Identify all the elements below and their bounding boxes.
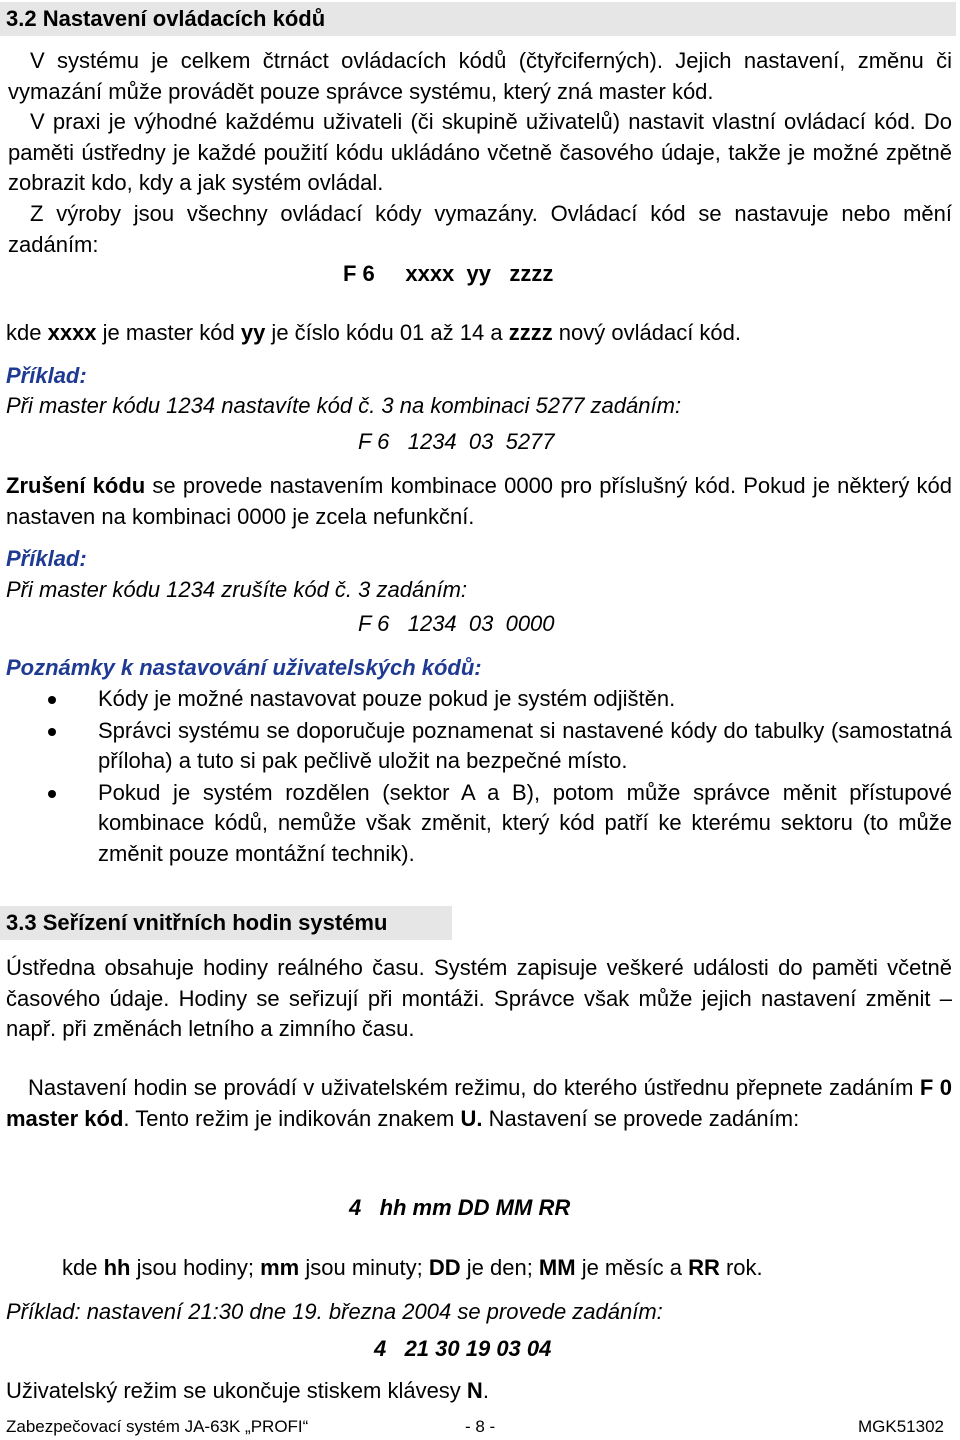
- clock-example-text: Příklad: nastavení 21:30 dne 19. března 2004 se provede zadáním:: [6, 1299, 663, 1324]
- example-text: Při master kódu 1234 nastavíte kód č. 3 na kombinaci 5277 zadáním:: [6, 393, 682, 418]
- text-fragment: Nastavení hodin se provádí v uživatelském režimu, do kterého ústřednu přepnete zadáním: [28, 1075, 920, 1100]
- term-new-code: zzzz: [508, 320, 553, 345]
- text-fragment: .: [482, 1378, 489, 1403]
- paragraph-cancel: [6, 471, 952, 532]
- text-fragment: kde: [6, 320, 48, 345]
- section-heading-text: 3.2 Nastavení ovládacích kódů: [6, 6, 326, 31]
- paragraph-factory-text: Z výroby jsou všechny ovládací kódy vymazány. Ovládací kód se nastavuje nebo mění zadáním:: [8, 201, 952, 257]
- term-hh: hh: [103, 1255, 131, 1280]
- text-fragment: je master kód: [96, 320, 241, 345]
- term-master-code: xxxx: [47, 320, 97, 345]
- term-dd: DD: [428, 1255, 461, 1280]
- example2-text: Při master kódu 1234 zrušíte kód č. 3 zadáním:: [6, 577, 468, 602]
- text-fragment: se provede nastavením kombinace 0000 pro příslušný kód. Pokud je některý kód nastaven na kombinaci 0000 je zcela nefunkční.: [6, 473, 952, 529]
- term-f0-master: F 0 master kód: [6, 1075, 952, 1131]
- list-item-text: Pokud je systém rozdělen (sektor A a B), potom může správce měnit přístupové kombinace kódů, nemůže však změnit, který kód patří ke kterému sektoru (to může změnit pouze montážní technik).: [98, 779, 952, 866]
- text-fragment: rok.: [719, 1255, 763, 1280]
- notes-heading: Poznámky k nastavování uživatelských kódů:: [6, 655, 482, 680]
- text-fragment: je měsíc a: [575, 1255, 689, 1280]
- section-heading-3-3: [0, 906, 452, 940]
- text-fragment: jsou hodiny;: [130, 1255, 261, 1280]
- exit-user-mode: [6, 1376, 489, 1406]
- clock-syntax: 4 hh mm DD MM RR: [349, 1195, 571, 1220]
- footer-doc-code: MGK51302: [858, 1417, 944, 1436]
- term-rr: RR: [688, 1255, 720, 1280]
- footer-page-number: - 8 -: [465, 1417, 496, 1436]
- paragraph-practice-text: V praxi je výhodné každému uživateli (či skupině uživatelů) nastavit vlastní ovládací kód. Do paměti ústředny je každé použití kódu ukládáno včetně časového údaje, takže je možné zpětně zobrazit kdo, kdy a jak systém ovládal.: [8, 109, 952, 195]
- term-code-number: yy: [240, 320, 266, 345]
- text-fragment: je den;: [460, 1255, 539, 1280]
- list-item: [0, 716, 952, 777]
- section-heading-3-2: [0, 2, 956, 36]
- syntax-explanation: [6, 318, 741, 348]
- term-u: U.: [460, 1105, 483, 1131]
- list-item: [0, 684, 952, 715]
- clock-explanation: [62, 1253, 763, 1283]
- paragraph-practice: [8, 107, 952, 199]
- term-mm-month: MM: [538, 1255, 576, 1280]
- paragraph-user-mode: [6, 1073, 952, 1134]
- term-mm: mm: [260, 1255, 300, 1280]
- clock-example-code: 4 21 30 19 03 04: [374, 1336, 552, 1361]
- list-item: [0, 778, 952, 870]
- paragraph-clock-text: Ústředna obsahuje hodiny reálného času. Systém zapisuje veškeré události do paměti včetně časového údaje. Hodiny se seřizují při montáži. Správce však může jejich nastavení změnit – např. při změnách letního a zimního času.: [6, 955, 952, 1041]
- text-fragment: . Tento režim je indikován znakem: [123, 1105, 461, 1131]
- bullet-icon: [48, 696, 56, 704]
- text-fragment: kde: [62, 1255, 104, 1280]
- bullet-icon: [48, 790, 56, 798]
- paragraph-intro: [8, 46, 952, 107]
- example-label: Příklad:: [6, 363, 87, 388]
- example2-code: F 6 1234 03 0000: [358, 611, 555, 636]
- paragraph-intro-text: V systému je celkem čtrnáct ovládacích kódů (čtyřciferných). Jejich nastavení, změnu či vymazání může provádět pouze správce systému, který zná master kód.: [8, 48, 952, 104]
- example2-label: Příklad:: [6, 546, 87, 571]
- example-code: F 6 1234 03 5277: [358, 429, 555, 454]
- footer-title: Zabezpečovací systém JA-63K „PROFI“: [6, 1417, 309, 1436]
- list-item-text: Kódy je možné nastavovat pouze pokud je systém odjištěn.: [98, 686, 676, 711]
- code-syntax: F 6 xxxx yy zzzz: [343, 261, 554, 286]
- notes-list: [0, 684, 952, 870]
- paragraph-clock: [6, 953, 952, 1045]
- term-cancel-code: Zrušení kódu: [6, 473, 146, 498]
- bullet-icon: [48, 728, 56, 736]
- term-key-n: N: [466, 1378, 483, 1403]
- text-fragment: je číslo kódu 01 až 14 a: [265, 320, 509, 345]
- text-fragment: Nastavení se provede zadáním:: [482, 1105, 800, 1131]
- section-heading-text: 3.3 Seřízení vnitřních hodin systému: [6, 910, 388, 935]
- paragraph-factory: [8, 199, 952, 260]
- text-fragment: Uživatelský režim se ukončuje stiskem klávesy: [6, 1378, 467, 1403]
- list-item-text: Správci systému se doporučuje poznamenat si nastavené kódy do tabulky (samostatná příloha) a tuto si pak pečlivě uložit na bezpečné místo.: [98, 717, 952, 773]
- text-fragment: jsou minuty;: [299, 1255, 429, 1280]
- text-fragment: nový ovládací kód.: [552, 320, 742, 345]
